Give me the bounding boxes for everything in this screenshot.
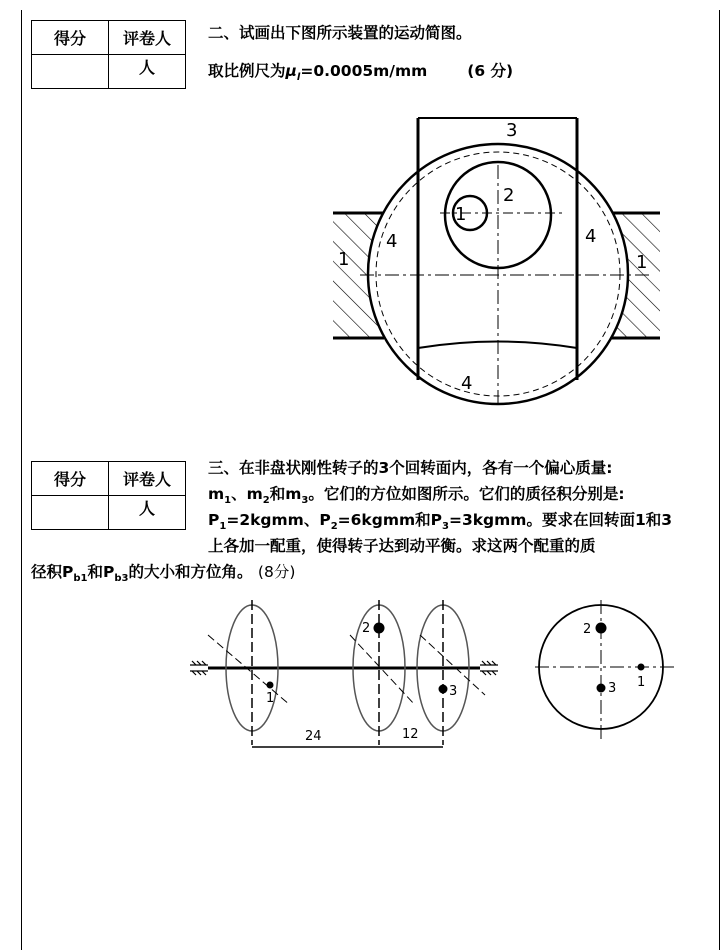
q3-p1-sub: 1 [219, 521, 227, 533]
q3-line2-rest: 。它们的方位如图所示。它们的质径积分别是: [308, 485, 625, 503]
q3-line5 [31, 559, 295, 592]
q3-pb3: 和P [87, 563, 115, 581]
mass-2-label: 2 [362, 621, 371, 636]
score-table-q3 [31, 461, 186, 530]
q3-m2: 、m [231, 485, 263, 503]
label-4-left: 4 [386, 231, 398, 252]
q3-line3-rest: =3kgmm。要求在回转面1和3 [448, 511, 673, 529]
q2-title: 二、试画出下图所示装置的运动简图。 [208, 24, 472, 42]
q3-line4: 上各加一配重，使得转子达到动平衡。求这两个配重的质 [208, 537, 596, 555]
q3-p2: =2kgmm、P [226, 511, 331, 529]
mass-1 [267, 682, 274, 689]
mu-sub: l [296, 72, 301, 84]
label-1-inner: 1 [455, 204, 467, 225]
label-3: 3 [506, 120, 518, 141]
grader-label: 评卷人 [109, 462, 186, 496]
q3-m3-sub: 3 [301, 495, 309, 507]
score-table-q2 [31, 20, 186, 89]
q3-pb1-sub: b1 [73, 573, 88, 585]
q3-m3: 和m [269, 485, 302, 503]
score-cell[interactable] [32, 55, 109, 89]
mass-2 [374, 623, 385, 634]
end-mass-3 [597, 684, 606, 693]
q3-pb-prefix: 径积P [31, 563, 74, 581]
grader-cell[interactable]: 人 [109, 496, 186, 530]
left-bearing [190, 661, 208, 675]
mass-3 [439, 685, 448, 694]
q3-points: (8分) [257, 563, 296, 581]
label-2: 2 [503, 185, 515, 206]
right-bearing [480, 661, 498, 675]
q3-pb3-sub: b3 [114, 573, 129, 585]
mass-3-label: 3 [449, 684, 458, 699]
q3-line5-rest: 的大小和方位角。 [128, 563, 253, 581]
score-cell[interactable] [32, 496, 109, 530]
grader-label: 评卷人 [109, 21, 186, 55]
label-4-right: 4 [585, 226, 597, 247]
q3-m1: m [208, 485, 225, 503]
end-mass-1 [638, 664, 645, 671]
q3-m2-sub: 2 [262, 495, 270, 507]
label-1-right: 1 [636, 252, 648, 273]
q3-p2-sub: 2 [330, 521, 338, 533]
mechanism-figure [320, 110, 670, 415]
mu-symbol: μ [285, 62, 297, 80]
score-label: 得分 [32, 462, 109, 496]
rotor-side-view [180, 595, 500, 760]
q3-m1-sub: 1 [224, 495, 232, 507]
score-label: 得分 [32, 21, 109, 55]
scale-value: =0.0005m/mm [300, 62, 428, 80]
label-4-bottom: 4 [461, 373, 473, 394]
dim-12: 12 [402, 727, 419, 742]
q3-p3: =6kgmm和P [337, 511, 442, 529]
end-label-3: 3 [608, 681, 617, 696]
scale-prefix: 取比例尺为 [208, 62, 286, 80]
dim-24: 24 [305, 729, 322, 744]
grader-cell[interactable]: 人 [109, 55, 186, 89]
q2-scale [208, 58, 513, 91]
rotor-end-view [530, 595, 680, 745]
q3-p1: P [208, 511, 220, 529]
end-mass-2 [596, 623, 607, 634]
end-label-1: 1 [637, 675, 646, 690]
mass-1-label: 1 [266, 691, 275, 706]
end-label-2: 2 [583, 622, 592, 637]
q2-points: (6 分) [467, 62, 514, 80]
label-1-left: 1 [338, 249, 350, 270]
q3-p3-sub: 3 [442, 521, 449, 533]
q3-line1: 三、在非盘状刚性转子的3个回转面内，各有一个偏心质量: [208, 459, 613, 477]
